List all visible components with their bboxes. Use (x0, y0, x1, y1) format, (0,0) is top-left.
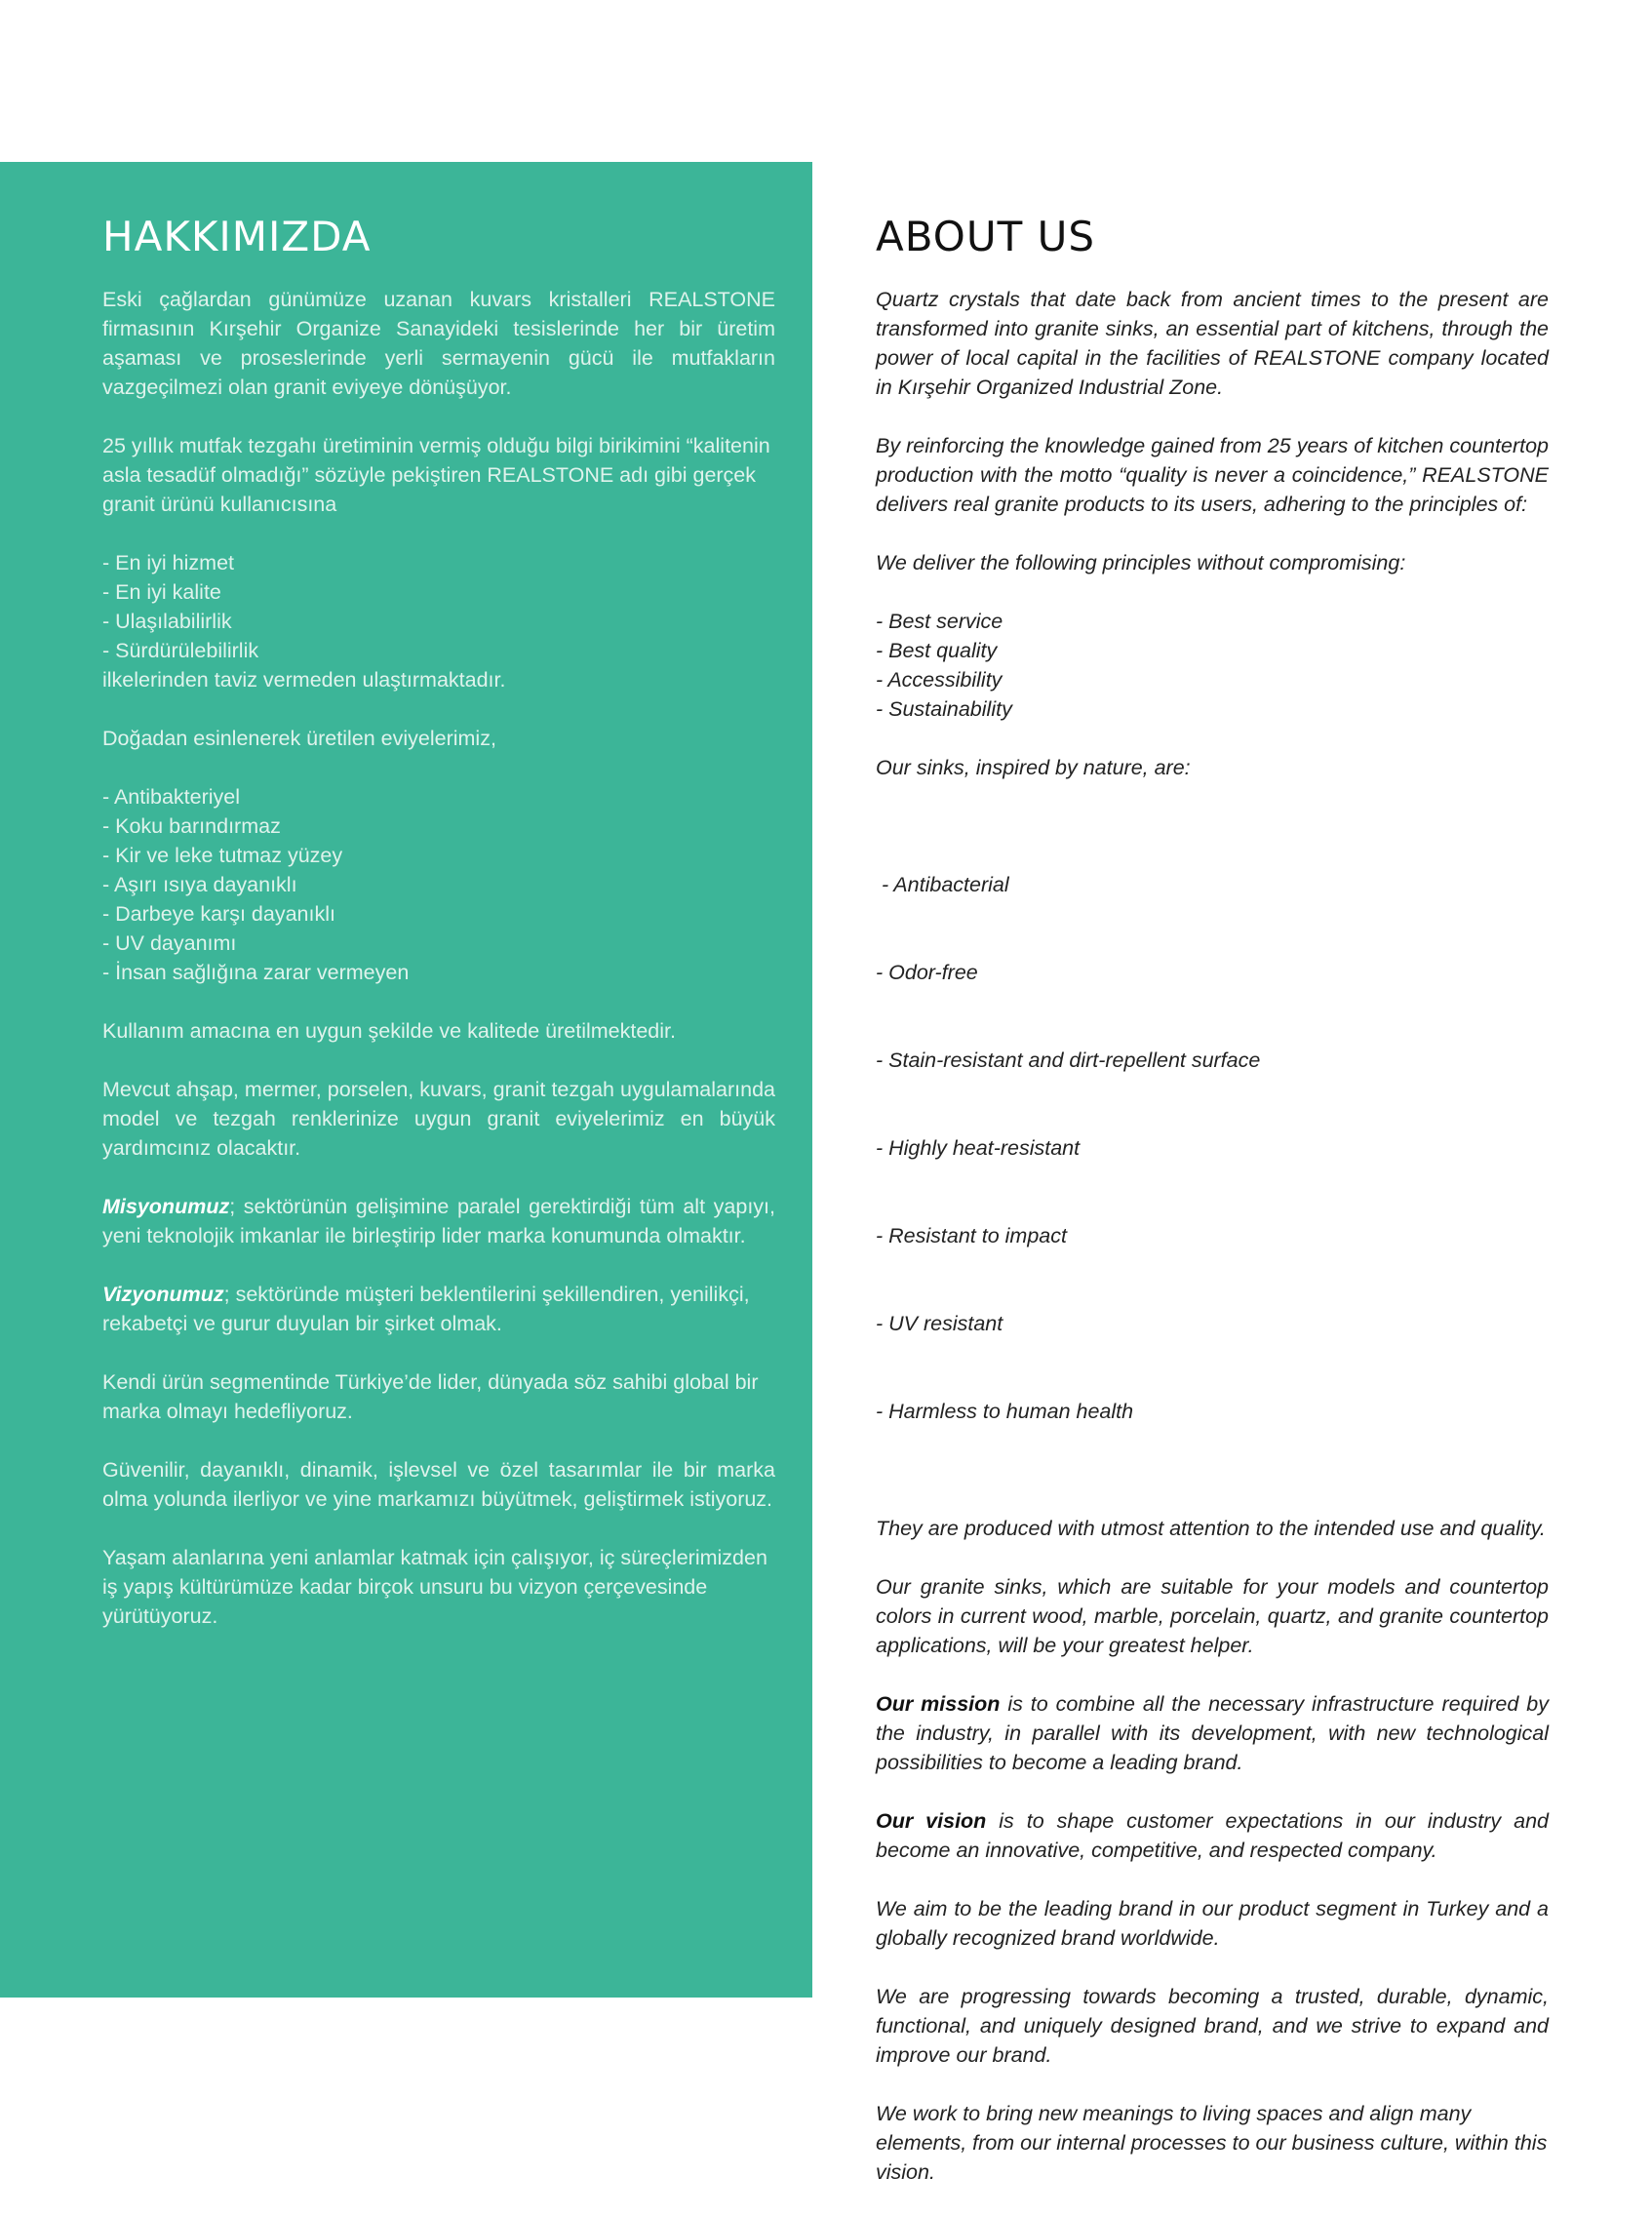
tr-vision-label: Vizyonumuz (102, 1283, 224, 1306)
en-vision-label: Our vision (876, 1809, 987, 1833)
list-item: - Harmless to human health (876, 1400, 1134, 1423)
tr-paragraph-goal: Kendi ürün segmentinde Türkiye’de lider, dünyada söz sahibi global bir marka olmayı hedefliyoruz. (102, 1370, 759, 1423)
tr-paragraph-experience: 25 yıllık mutfak tezgahı üretiminin vermiş olduğu bilgi birikimini “kalitenin asla tesadüf olmadığı” sözüyle pekiştiren REALSTONE adı gibi gerçek granit ürünü kullanıcısına (102, 434, 770, 516)
list-item: - Aşırı ısıya dayanıklı (102, 873, 297, 896)
tr-paragraph-life: Yaşam alanlarına yeni anlamlar katmak için çalışıyor, iç süreçlerimizden iş yapış kültürümüze kadar birçok unsuru bu vizyon çerçevesinde yürütüyoruz. (102, 1546, 767, 1628)
en-paragraph-experience: By reinforcing the knowledge gained from 25 years of kitchen countertop production with the motto “quality is never a coincidence,” REALSTONE delivers real granite products to its users, adhering to the principles of: (876, 434, 1549, 516)
en-nature-intro: Our sinks, inspired by nature, are: (876, 756, 1191, 779)
tr-paragraph-intro: Eski çağlardan günümüze uzanan kuvars kristalleri REALSTONE firmasının Kırşehir Organize Sanayideki tesislerinde her bir üretim aşaması ve proseslerinde yerli sermayenin gücü ile mutfakların vazgeçilmezi olan granit eviyeye dönüşüyor. (102, 288, 775, 399)
tr-mission-label: Misyonumuz (102, 1195, 230, 1218)
list-item: - Koku barındırmaz (102, 814, 281, 838)
tr-paragraph-mission: Misyonumuz; sektörünün gelişimine paralel gerektirdiği tüm alt yapıyı, yeni teknolojik imkanlar ile birleştirip lider marka konumunda olmaktır. (102, 1195, 775, 1247)
list-item: - Best service (876, 610, 1003, 633)
en-paragraph-use: They are produced with utmost attention to the intended use and quality. (876, 1517, 1546, 1540)
english-heading: ABOUT US (876, 213, 1096, 260)
list-item: - Accessibility (876, 668, 1003, 692)
list-item: - UV resistant (876, 1312, 1003, 1335)
tr-paragraph-progress: Güvenilir, dayanıklı, dinamik, işlevsel ve özel tasarımlar ile bir marka olma yolunda ilerliyor ve yine markamızı büyütmek, geliştirmek istiyoruz. (102, 1458, 775, 1511)
list-item: - Sustainability (876, 697, 1012, 721)
list-item: - Antibacterial (876, 873, 1009, 896)
tr-nature-intro: Doğadan esinlenerek üretilen eviyelerimiz, (102, 727, 496, 750)
list-item: - Ulaşılabilirlik (102, 610, 232, 633)
en-paragraph-intro: Quartz crystals that date back from ancient times to the present are transformed into granite sinks, an essential part of kitchens, through the power of local capital in the facilities of REALSTONE company located in Kırşehir Organized Industrial Zone. (876, 288, 1549, 399)
en-mission-label: Our mission (876, 1692, 1001, 1716)
en-features-list (876, 811, 1549, 1484)
tr-paragraph-models: Mevcut ahşap, mermer, porselen, kuvars, granit tezgah uygulamalarında model ve tezgah renklerinize uygun granit eviyelerimiz en büyük yardımcınız olacaktır. (102, 1078, 775, 1160)
tr-paragraph-use: Kullanım amacına en uygun şekilde ve kalitede üretilmektedir. (102, 1019, 676, 1043)
en-paragraph-principles-intro: We deliver the following principles without compromising: (876, 551, 1406, 574)
tr-principles-list (102, 548, 775, 694)
list-item: - En iyi hizmet (102, 551, 235, 574)
list-item: - Darbeye karşı dayanıklı (102, 902, 335, 926)
list-item: - Sürdürülebilirlik (102, 639, 259, 662)
list-item: - Stain-resistant and dirt-repellent surface (876, 1049, 1261, 1072)
en-paragraph-models: Our granite sinks, which are suitable for your models and countertop colors in current wood, marble, porcelain, quartz, and granite countertop applications, will be your greatest helper. (876, 1575, 1549, 1657)
en-paragraph-progress: We are progressing towards becoming a trusted, durable, dynamic, functional, and uniquely designed brand, and we strive to expand and improve our brand. (876, 1985, 1549, 2067)
turkish-heading: HAKKIMIZDA (102, 213, 372, 260)
list-item: - Antibakteriyel (102, 785, 241, 809)
list-item: - Kir ve leke tutmaz yüzey (102, 844, 343, 867)
tr-principles-end: ilkelerinden taviz vermeden ulaştırmaktadır. (102, 668, 506, 692)
turkish-column (102, 213, 775, 1660)
tr-paragraph-vision: Vizyonumuz; sektöründe müşteri beklentilerini şekillendiren, yenilikçi, rekabetçi ve gurur duyulan bir şirket olmak. (102, 1283, 750, 1335)
list-item: - En iyi kalite (102, 580, 221, 604)
list-item: - Highly heat-resistant (876, 1136, 1081, 1160)
en-paragraph-vision: Our vision is to shape customer expectations in our industry and become an innovative, competitive, and respected company. (876, 1809, 1550, 1862)
en-paragraph-life: We work to bring new meanings to living spaces and align many elements, from our internal processes to our business culture, within this vision. (876, 2102, 1548, 2184)
list-item: - UV dayanımı (102, 931, 237, 955)
en-paragraph-mission: Our mission is to combine all the necessary infrastructure required by the industry, in parallel with its development, with new technological possibilities to become a leading brand. (876, 1692, 1549, 1774)
list-item: - Odor-free (876, 961, 978, 984)
list-item: - Best quality (876, 639, 998, 662)
list-item: - Resistant to impact (876, 1224, 1067, 1247)
en-principles-list (876, 607, 1549, 724)
en-paragraph-goal: We aim to be the leading brand in our product segment in Turkey and a globally recognized brand worldwide. (876, 1897, 1549, 1950)
english-column (876, 213, 1549, 2216)
list-item: - İnsan sağlığına zarar vermeyen (102, 961, 410, 984)
tr-features-list (102, 782, 775, 987)
